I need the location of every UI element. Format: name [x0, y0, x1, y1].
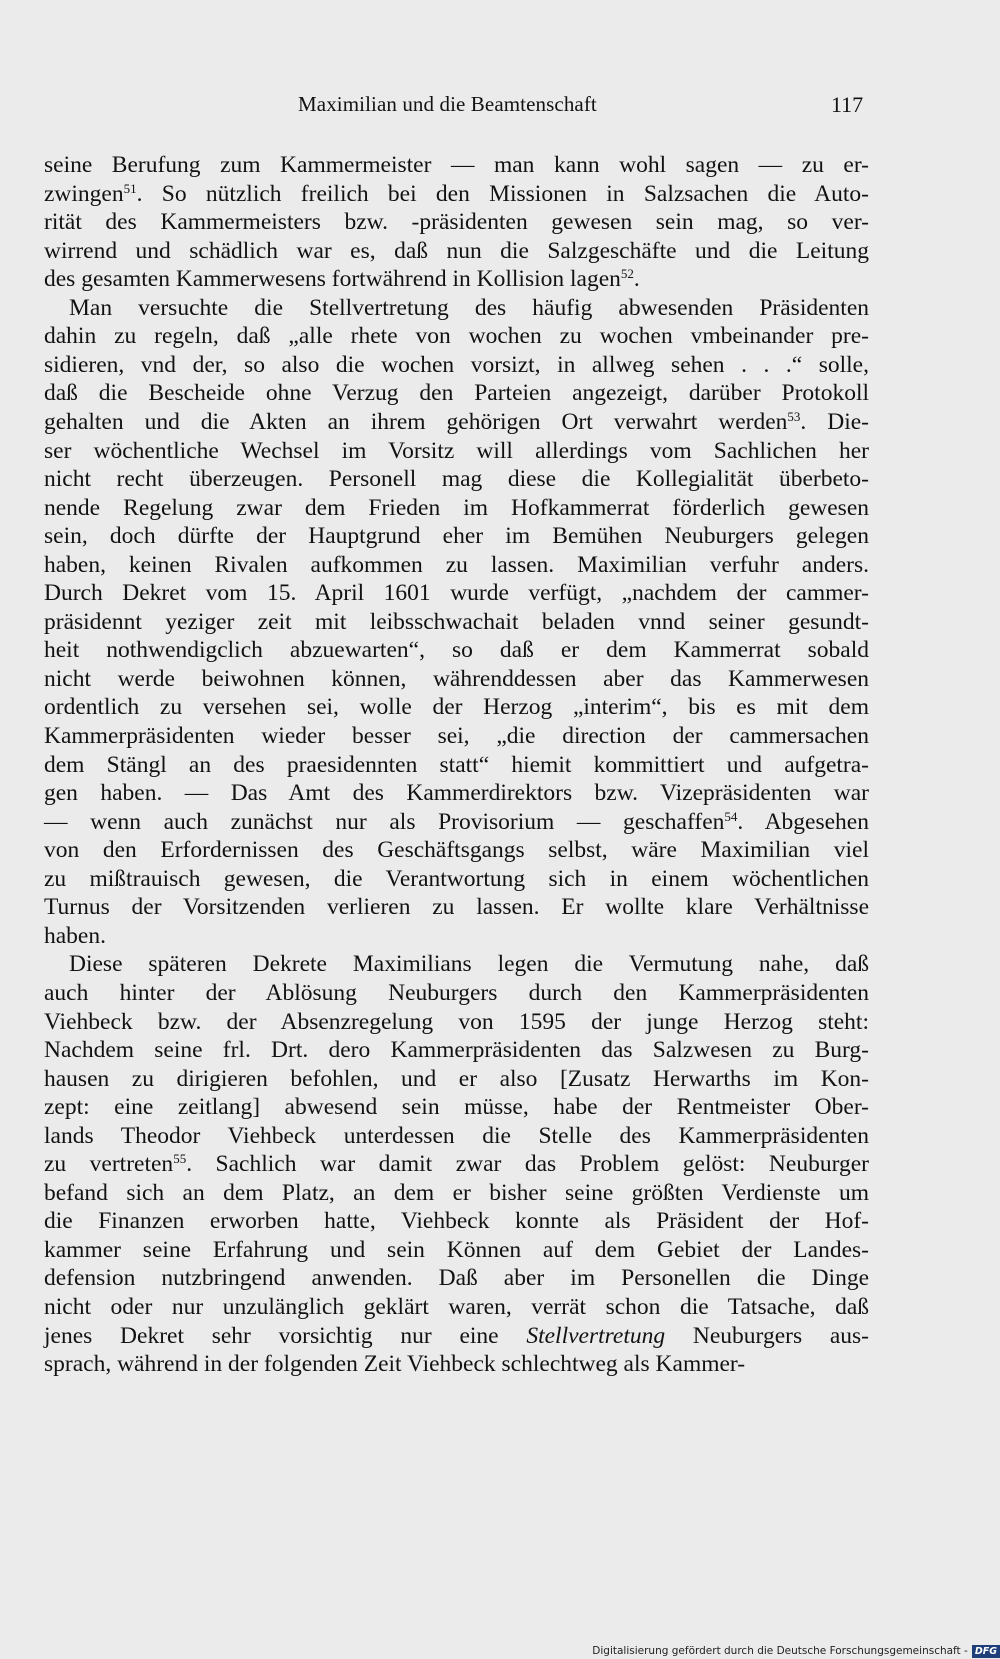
line-text: sprach, während in der folgenden Zeit Viehbeck schlechtweg als Kammer-: [44, 1351, 746, 1378]
line-text: nicht oder nur unzulänglich geklärt waren, verrät schon die Tatsache, daß: [44, 1294, 869, 1320]
line-text: präsidennt yeziger zeit mit leibsschwachait beladen vnnd seiner gesundt-: [44, 608, 869, 635]
line-text: von den Erfordernissen des Geschäftsgangs selbst, wäre Maximilian viel: [44, 837, 869, 864]
text-line: [44, 407, 869, 437]
line-text: nende Regelung zwar dem Frieden im Hofkammerrat förderlich gewesen: [44, 494, 869, 521]
text-line: [44, 750, 869, 780]
text-line: [44, 236, 869, 266]
text-line: [44, 635, 869, 665]
text-line: [44, 1064, 869, 1094]
line-text: rität des Kammermeisters bzw. -präsidenten gewesen sein mag, so ver-: [44, 209, 869, 236]
text-line: [44, 1235, 869, 1265]
text-line: [44, 464, 869, 494]
line-text: haben.: [44, 922, 106, 949]
line-text: befand sich an dem Platz, an dem er bisher seine größten Verdienste um: [44, 1179, 869, 1206]
credit-text: Digitalisierung gefördert durch die Deutsche Forschungsgemeinschaft -: [592, 1645, 968, 1657]
line-text-continued: . Sachlich war damit zwar das Problem gelöst: Neuburger: [186, 1151, 869, 1178]
italic-emphasis: Stellvertretung: [526, 1322, 666, 1349]
text-line: [44, 892, 869, 922]
text-line: [44, 664, 869, 694]
line-text: sidieren, vnd der, so also die wochen vorsizt, in allweg sehen . . .“ solle,: [44, 351, 869, 378]
text-line: [44, 921, 869, 951]
text-line: [44, 1292, 869, 1322]
line-text: des gesamten Kammerwesens fortwährend in Kollision lagen: [44, 266, 621, 293]
line-text: Turnus der Vorsitzenden verlieren zu lassen. Er wollte klare Verhältnisse: [44, 894, 869, 921]
text-line: [44, 835, 869, 865]
text-line: [44, 978, 869, 1008]
text-line: [44, 807, 869, 837]
text-line: [44, 550, 869, 580]
line-text-continued: . Die-: [800, 408, 869, 435]
line-text: die Finanzen erworben hatte, Viehbeck konnte als Präsident der Hof-: [44, 1208, 869, 1235]
text-line: [44, 692, 869, 722]
line-text: gen haben. — Das Amt des Kammerdirektors bzw. Vizepräsidenten war: [44, 780, 869, 807]
line-text: — wenn auch zunächst nur als Provisorium — geschaffen: [44, 808, 725, 835]
line-text: ordentlich zu versehen sei, wolle der Herzog „interim“, bis es mit dem: [44, 694, 869, 721]
line-text: nicht werde beiwohnen können, währenddessen aber das Kammerwesen: [44, 665, 869, 692]
line-text: Durch Dekret vom 15. April 1601 wurde verfügt, „nachdem der cammer-: [44, 580, 869, 607]
text-line: [44, 1149, 869, 1179]
line-text: gehalten und die Akten an ihrem gehörigen Ort verwahrt werden: [44, 408, 788, 435]
line-text: Kammerpräsidenten wieder besser sei, „die direction der cammersachen: [44, 723, 869, 749]
text-line: [44, 321, 869, 351]
line-text: seine Berufung zum Kammermeister — man kann wohl sagen — zu er-: [44, 152, 869, 178]
text-line: [44, 207, 869, 237]
text-line: [44, 1092, 869, 1122]
line-text: defension nutzbringend anwenden. Daß aber im Personellen die Dinge: [44, 1265, 869, 1292]
text-line: [44, 1349, 869, 1379]
text-line: [44, 264, 869, 294]
line-text: heit nothwendigclich abzuewarten“, so daß er dem Kammerrat sobald: [44, 637, 869, 664]
line-text: Man versuchte die Stellvertretung des häufig abwesenden Präsidenten: [69, 294, 869, 321]
text-line: [44, 778, 869, 808]
line-text: Nachdem seine frl. Drt. dero Kammerpräsidenten das Salzwesen zu Burg-: [44, 1037, 869, 1064]
text-line: [44, 607, 869, 637]
line-text: wirrend und schädlich war es, daß nun die Salzgeschäfte und die Leitung: [44, 237, 869, 264]
line-text: daß die Bescheide ohne Verzug den Parteien angezeigt, darüber Protokoll: [44, 380, 869, 407]
text-line: [44, 1035, 869, 1065]
line-text: Viehbeck bzw. der Absenzregelung von 1595 der junge Herzog steht:: [44, 1008, 869, 1035]
line-text: kammer seine Erfahrung und sein Können auf dem Gebiet der Landes-: [44, 1236, 869, 1263]
text-line: [44, 436, 869, 466]
line-text-continued: Neuburgers aus-: [665, 1322, 869, 1349]
text-line: [44, 864, 869, 894]
footnote-marker: 51: [123, 180, 137, 196]
text-line: [44, 179, 869, 209]
dfg-logo: DFG: [972, 1645, 1000, 1658]
footnote-marker: 55: [173, 1151, 187, 1167]
text-line: [44, 493, 869, 523]
line-text: zwingen: [44, 180, 124, 207]
line-text: ser wöchentliche Wechsel im Vorsitz will allerdings vom Sachlichen her: [44, 437, 869, 464]
text-line: [69, 293, 869, 323]
line-text: auch hinter der Ablösung Neuburgers durch den Kammerpräsidenten: [44, 979, 869, 1006]
page-number: 117: [831, 92, 864, 117]
text-line: [44, 1321, 869, 1351]
line-text: Diese späteren Dekrete Maximilians legen die Vermutung nahe, daß: [69, 951, 869, 978]
line-text: hausen zu dirigieren befohlen, und er also [Zusatz Herwarths im Kon-: [44, 1065, 869, 1092]
line-text-continued: . So nützlich freilich bei den Missionen in Salzsachen die Auto-: [136, 180, 869, 207]
line-text: zept: eine zeitlang] abwesend sein müsse, habe der Rentmeister Ober-: [44, 1094, 869, 1121]
text-line: [44, 1007, 869, 1037]
text-line: [44, 378, 869, 408]
digitization-credit: [588, 1643, 1000, 1659]
line-text-continued: .: [633, 266, 640, 293]
line-text: nicht recht überzeugen. Personell mag diese die Kollegialität überbeto-: [44, 466, 869, 493]
line-text: dahin zu regeln, daß „alle rhete von wochen zu wochen vmbeinander pre-: [44, 323, 869, 350]
line-text: zu mißtrauisch gewesen, die Verantwortung sich in einem wöchentlichen: [44, 865, 869, 892]
text-line: [44, 721, 869, 751]
text-line: [44, 150, 869, 180]
line-text-continued: . Abgesehen: [737, 808, 869, 835]
line-text: lands Theodor Viehbeck unterdessen die Stelle des Kammerpräsidenten: [44, 1122, 869, 1149]
text-line: [44, 1121, 869, 1151]
text-line: [44, 1263, 869, 1293]
text-line: [44, 1206, 869, 1236]
text-line: [44, 578, 869, 608]
running-head: Maximilian und die Beamtenschaft: [298, 92, 597, 116]
footnote-marker: 53: [787, 408, 801, 424]
text-line: [69, 949, 869, 979]
footnote-marker: 52: [620, 266, 634, 282]
line-text: haben, keinen Rivalen aufkommen zu lassen. Maximilian verfuhr anders.: [44, 551, 869, 578]
text-line: [44, 350, 869, 380]
line-text: dem Stängl an des praesidennten statt“ hiemit kommittiert und aufgetra-: [44, 751, 869, 778]
footnote-marker: 54: [724, 808, 738, 824]
line-text: jenes Dekret sehr vorsichtig nur eine: [44, 1322, 527, 1349]
line-text: zu vertreten: [44, 1151, 174, 1178]
line-text: sein, doch dürfte der Hauptgrund eher im Bemühen Neuburgers gelegen: [44, 523, 869, 550]
text-line: [44, 1178, 869, 1208]
text-line: [44, 521, 869, 551]
